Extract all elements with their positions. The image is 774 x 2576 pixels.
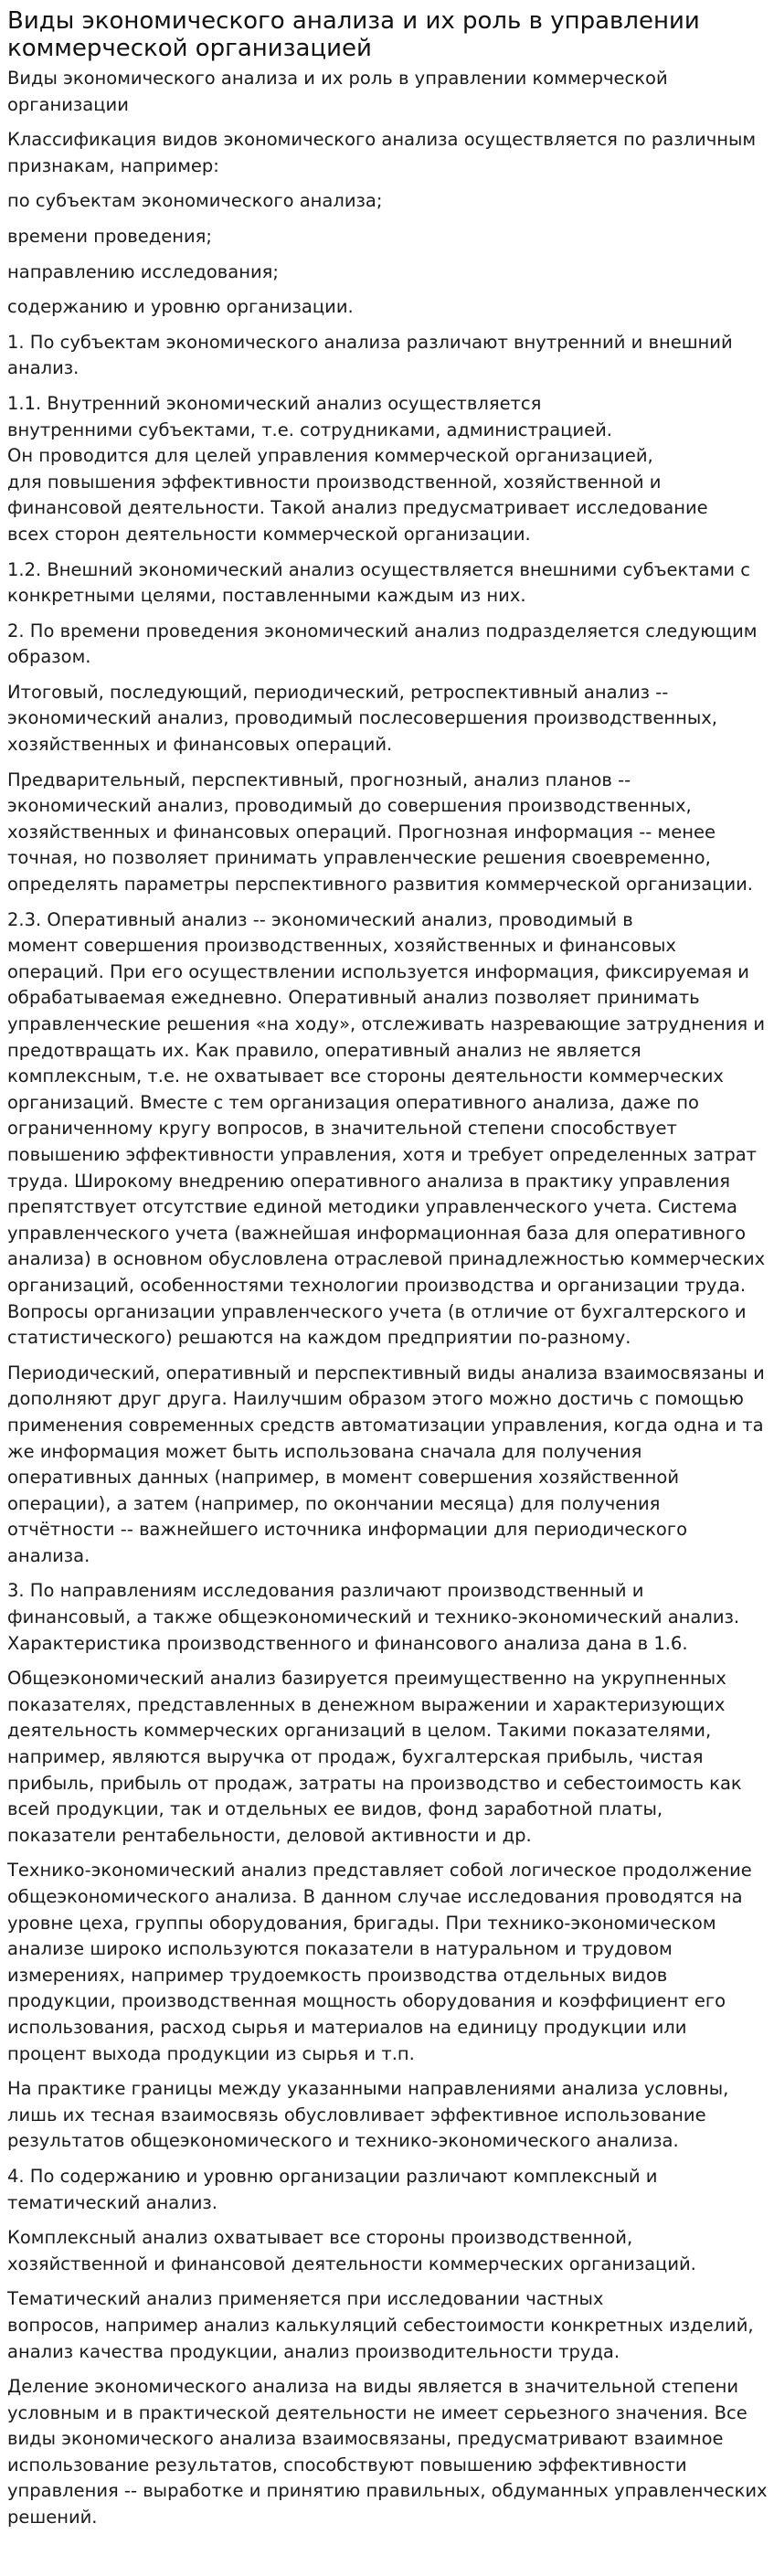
paragraph: Комплексный анализ охватывает все стороны производственной, хозяйственной и финансовой деятельности коммерческих организаций. — [7, 2227, 696, 2274]
article-body — [7, 66, 769, 2531]
paragraph: На практике границы между указанными направлениями анализа условны, лишь их тесная взаимосвязь обусловливает эффективное использование результатов общеэкономического и технико-экономического анализа. — [7, 2078, 729, 2152]
paragraph: направлению исследования; — [7, 260, 279, 282]
paragraph: 2.3. Оперативный анализ -- экономический анализ, проводимый в момент совершения производственных, хозяйственных и финансовых операций. При его осуществлении используется информация, фиксируемая и обрабатываемая ежедневно. Оперативный анализ позволяет принимать управленческие решения «на ходу», отслеживать назревающие затруднения и предотвращать их. Как правило, оперативный анализ не является комплексным, т.е. не охватывает все стороны деятельности коммерческих организаций. Вместе с тем организация оперативного анализа, даже по ограниченному кругу вопросов, в значительной степени способствует повышению эффективности управления, хотя и требует определенных затрат труда. Широкому внедрению оперативного анализа в практику управления препятствует отсутствие единой методики управленческого учета. Система управленческого учета (важнейшая информационная база для оперативного анализа) в основном обусловлена отраслевой принадлежностью коммерческих организаций, особенностями технологии производства и организации труда. Вопросы организации управленческого учета (в отличие от бухгалтерского и статистического) решаются на каждом предприятии по-разному. — [7, 908, 766, 1349]
paragraph: Технико-экономический анализ представляет собой логическое продолжение общеэкономического анализа. В данном случае исследования проводятся на уровне цеха, группы оборудования, бригады. При технико-экономическом анализе широко используются показатели в натуральном и трудовом измерениях, например трудоемкость производства отдельных видов продукции, производственная мощность оборудования и коэффициент его использования, расход сырья и материалов на единицу продукции или процент выхода продукции из сырья и т.п. — [7, 1860, 752, 2064]
paragraph: 4. По содержанию и уровню организации различают комплексный и тематический анализ. — [7, 2165, 658, 2213]
paragraph: 1.1. Внутренний экономический анализ осуществляется внутренними субъектами, т.е. сотрудниками, администрацией. Он проводится для целей управления коммерческой организацией, для повышения эффективности производственной, хозяйственной и финансовой деятельности. Такой анализ предусматривает исследование всех сторон деятельности коммерческой организации. — [7, 392, 708, 545]
paragraph: 3. По направлениям исследования различают производственный и финансовый, а также общеэкономический и технико-экономический анализ. Характеристика производственного и финансового анализа дана в 1.6. — [7, 1580, 740, 1654]
paragraph: Классификация видов экономического анализа осуществляется по различным признакам, например: — [7, 129, 757, 176]
paragraph: Итоговый, последующий, периодический, ретроспективный анализ -- экономический анализ, проводимый послесовершения производственных, хозяйственных и финансовых операций. — [7, 681, 717, 756]
paragraph: по субъектам экономического анализа; — [7, 190, 383, 212]
paragraph: Виды экономического анализа и их роль в управлении коммерческой организации — [7, 68, 668, 115]
paragraph: Тематический анализ применяется при исследовании частных вопросов, например анализ калькуляций себестоимости конкретных изделий, анализ качества продукции, анализ производительности труда. — [7, 2288, 754, 2362]
paragraph: Предварительный, перспективный, прогнозный, анализ планов -- экономический анализ, проводимый до совершения производственных, хозяйственных и финансовых операций. Прогнозная информация -- менее точная, но позволяет принимать управленческие решения своевременно, определять параметры перспективного развития коммерческой организации. — [7, 769, 754, 896]
paragraph: Периодический, оперативный и перспективный виды анализа взаимосвязаны и дополняют друг друга. Наилучшим образом этого можно достичь с помощью применения современных средств автоматизации управления, когда одна и та же информация может быть использована сначала для получения оперативных данных (например, в момент совершения хозяйственной операции), а затем (например, по окончании месяца) для получения отчётности -- важнейшего источника информации для периодического анализа. — [7, 1362, 765, 1566]
paragraph: Общеэкономический анализ базируется преимущественно на укрупненных показателях, представленных в денежном выражении и характеризующих деятельность коммерческих организаций в целом. Такими показателями, например, являются выручка от продаж, бухгалтерская прибыль, чистая прибыль, прибыль от продаж, затраты на производство и себестоимость как всей продукции, так и отдельных ее видов, фонд заработной платы, показатели рентабельности, деловой активности и др. — [7, 1668, 742, 1846]
paragraph: Деление экономического анализа на виды является в значительной степени условным и в практической деятельности не имеет серьезного значения. Все виды экономического анализа взаимосвязаны, предусматривают взаимное использование результатов, способствуют повышению эффективности управления -- выработке и принятию правильных, обдуманных управленческих решений. — [7, 2376, 768, 2528]
paragraph: содержанию и уровню организации. — [7, 296, 354, 318]
paragraph: 1.2. Внешний экономический анализ осуществляется внешними субъектами с конкретными целями, поставленными каждым из них. — [7, 558, 750, 607]
paragraph: 2. По времени проведения экономический анализ подразделяется следующим образом. — [7, 620, 758, 668]
paragraph: времени проведения; — [7, 225, 212, 247]
page-title: Виды экономического анализа и их роль в управлении коммерческой организацией — [7, 7, 700, 62]
paragraph: 1. По субъектам экономического анализа различают внутренний и внешний анализ. — [7, 331, 733, 379]
